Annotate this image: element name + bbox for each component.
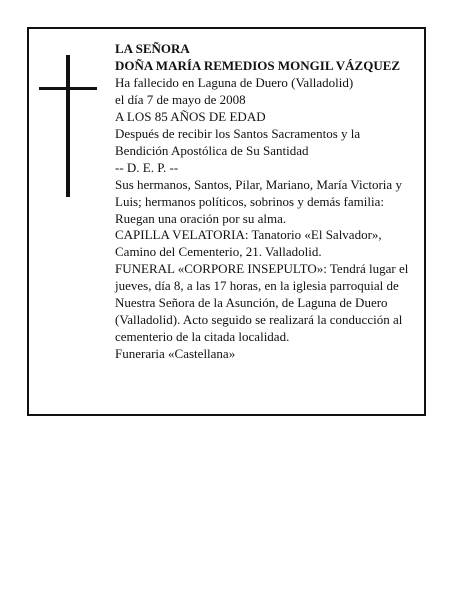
death-place: Ha fallecido en Laguna de Duero (Valladolid) [115,74,354,90]
funeral-line-3: Nuestra Señora de la Asunción, de Laguna de Duero [115,295,388,311]
funeral-line-1: FUNERAL «CORPORE INSEPULTO»: Tendrá lugar el [115,261,409,277]
funeral-line-2: jueves, día 8, a las 17 horas, en la iglesia parroquial de [115,278,399,294]
funeral-home: Funeraria «Castellana» [115,346,236,362]
deceased-name: DOÑA MARÍA REMEDIOS MONGIL VÁZQUEZ [115,57,401,73]
family-line-2: Luis; hermanos políticos, sobrinos y demás familia: [115,193,384,209]
rip-line: -- D. E. P. -- [115,159,179,175]
obituary-notice [27,27,426,416]
chapel-line-2: Camino del Cementerio, 21. Valladolid. [115,244,322,260]
funeral-line-4: (Valladolid). Acto seguido se realizará la conducción al [115,312,403,328]
sacraments-line-1: Después de recibir los Santos Sacramentos y la [115,125,361,141]
funeral-line-5: cementerio de la citada localidad. [115,329,290,345]
chapel-line-1: CAPILLA VELATORIA: Tanatorio «El Salvador», [115,227,382,243]
cross-horizontal-bar [39,87,97,90]
family-line-1: Sus hermanos, Santos, Pilar, Mariano, María Victoria y [115,176,402,192]
prayer-request: Ruegan una oración por su alma. [115,210,287,226]
notice-text [115,41,427,363]
sacraments-line-2: Bendición Apostólica de Su Santidad [115,142,309,158]
death-date: el día 7 de mayo de 2008 [115,91,246,107]
cross-vertical-bar [66,55,70,197]
notice-heading-title: LA SEÑORA [115,41,190,56]
age-line: A LOS 85 AÑOS DE EDAD [115,108,266,124]
